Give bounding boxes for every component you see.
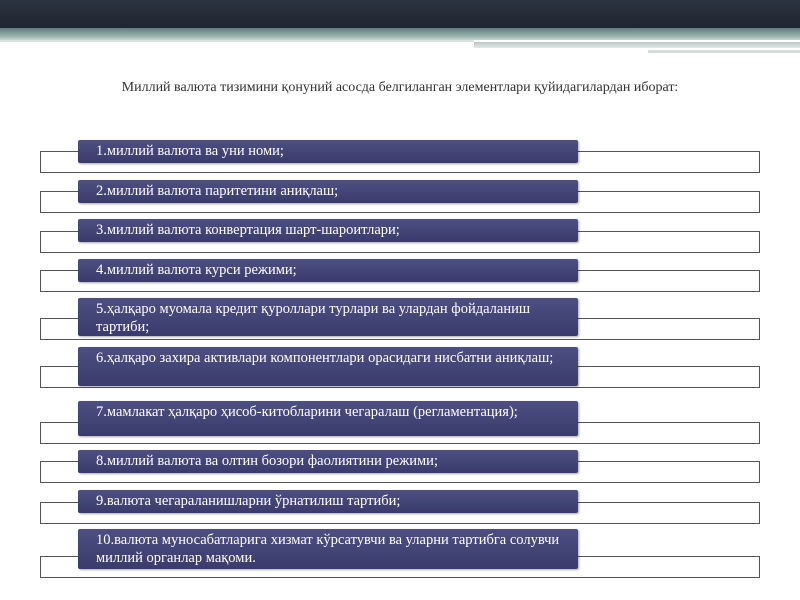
item-label: 2.миллий валюта паритетини аниқлаш;: [78, 180, 578, 203]
item-label: 5.ҳалқаро муомала кредит қуроллари турлари ва улардан фойдаланиш тартиби;: [78, 298, 578, 336]
item-label: 1.миллий валюта ва уни номи;: [78, 140, 578, 163]
item-label: 8.миллий валюта ва олтин бозори фаолиятини режими;: [78, 450, 578, 473]
item-label: 6.ҳалқаро захира активлари компонентлари орасидаги нисбатни аниқлаш;: [78, 347, 578, 386]
item-label: 10.валюта муносабатларига хизмат кўрсатувчи ва уларни тартибга солувчи миллий органлар мақоми.: [78, 529, 578, 569]
item-label: 9.валюта чегараланишларни ўрнатилиш тартиби;: [78, 490, 578, 513]
slide-heading: Миллий валюта тизимини қонуний асосда белгиланган элементлари қуйидагилардан иборат:: [121, 80, 679, 95]
item-label: 7.мамлакат ҳалқаро ҳисоб-китобларини чегаралаш (регламентация);: [78, 401, 578, 436]
item-label: 3.миллий валюта конвертация шарт-шароитлари;: [78, 219, 578, 242]
item-label: 4.миллий валюта курси режими;: [78, 259, 578, 282]
